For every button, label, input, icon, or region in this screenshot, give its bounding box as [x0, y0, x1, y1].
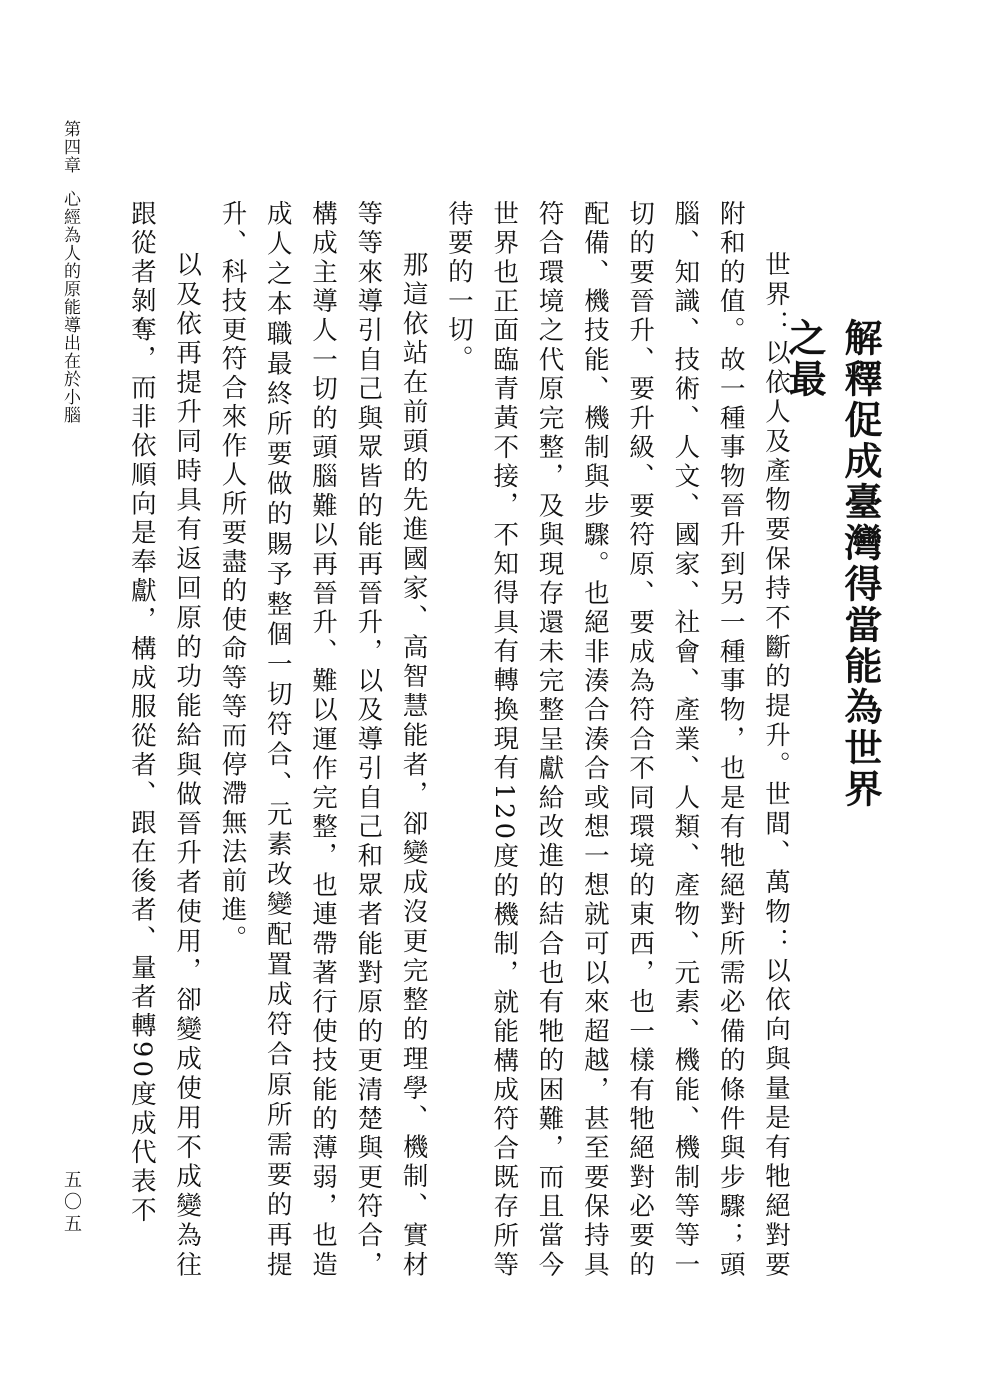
running-head-gap — [65, 174, 75, 190]
paragraph-3: 以及依再提升同時具有返回原的功能給與做晉升者使用，卻變成使用不成變為往跟從者剝奪，而非依順向是奉獻，構成服從者、跟在後者、量者轉90度成代表不 — [126, 200, 203, 1280]
section-title: 解釋促成臺灣得當能為世界之最 — [782, 318, 883, 810]
page-number: 五〇五 — [61, 1170, 82, 1236]
running-head — [52, 120, 88, 500]
chapter-label: 第四章 — [60, 120, 80, 174]
paragraph-1: 世界：以依人及產物要保持不斷的提升。世間、萬物：以依向與量是有牠絕對要附和的值。故一種事物晉升到另一種事物，也是有牠絕對所需必備的條件與步驟；頭腦、知識、技術、人文、國家、社會、產業、人類、產物、元素、機能、機制等等一切的要晉升、要升級、要符原、要成為符合不同環境的東西，也一樣有牠絕對必要的配備、機技能、機制與步驟。也絕非湊合湊合或想一想就可以來超越，甚至要保持具符合環境之代原完整，及與現存還未完整呈獻給改進的結合也有牠的困難，而且當今世界也正面臨青黃不接，不知得具有轉換現有120度的機制，就能構成符合既存所等待要的一切。 — [443, 200, 791, 1280]
chapter-title: 心經為人的原能導出在於小腦 — [60, 190, 80, 424]
body-text — [108, 200, 798, 1280]
paragraph-2: 那這依站在前頭的先進國家、高智慧能者，卻變成沒更完整的理學、機制、實材等等來導引自己與眾皆的能再晉升，以及導引自己和眾者能對原的更清楚與更符合，構成主導人一切的頭腦難以再晉升、難以運作完整，也連帶著行使技能的薄弱，也造成人之本職最終所要做的賜予整個一切符合、元素改變配置成符合原所需要的再提升、科技更符合來作人所要盡的使命等等而停滯無法前進。 — [217, 200, 429, 1280]
